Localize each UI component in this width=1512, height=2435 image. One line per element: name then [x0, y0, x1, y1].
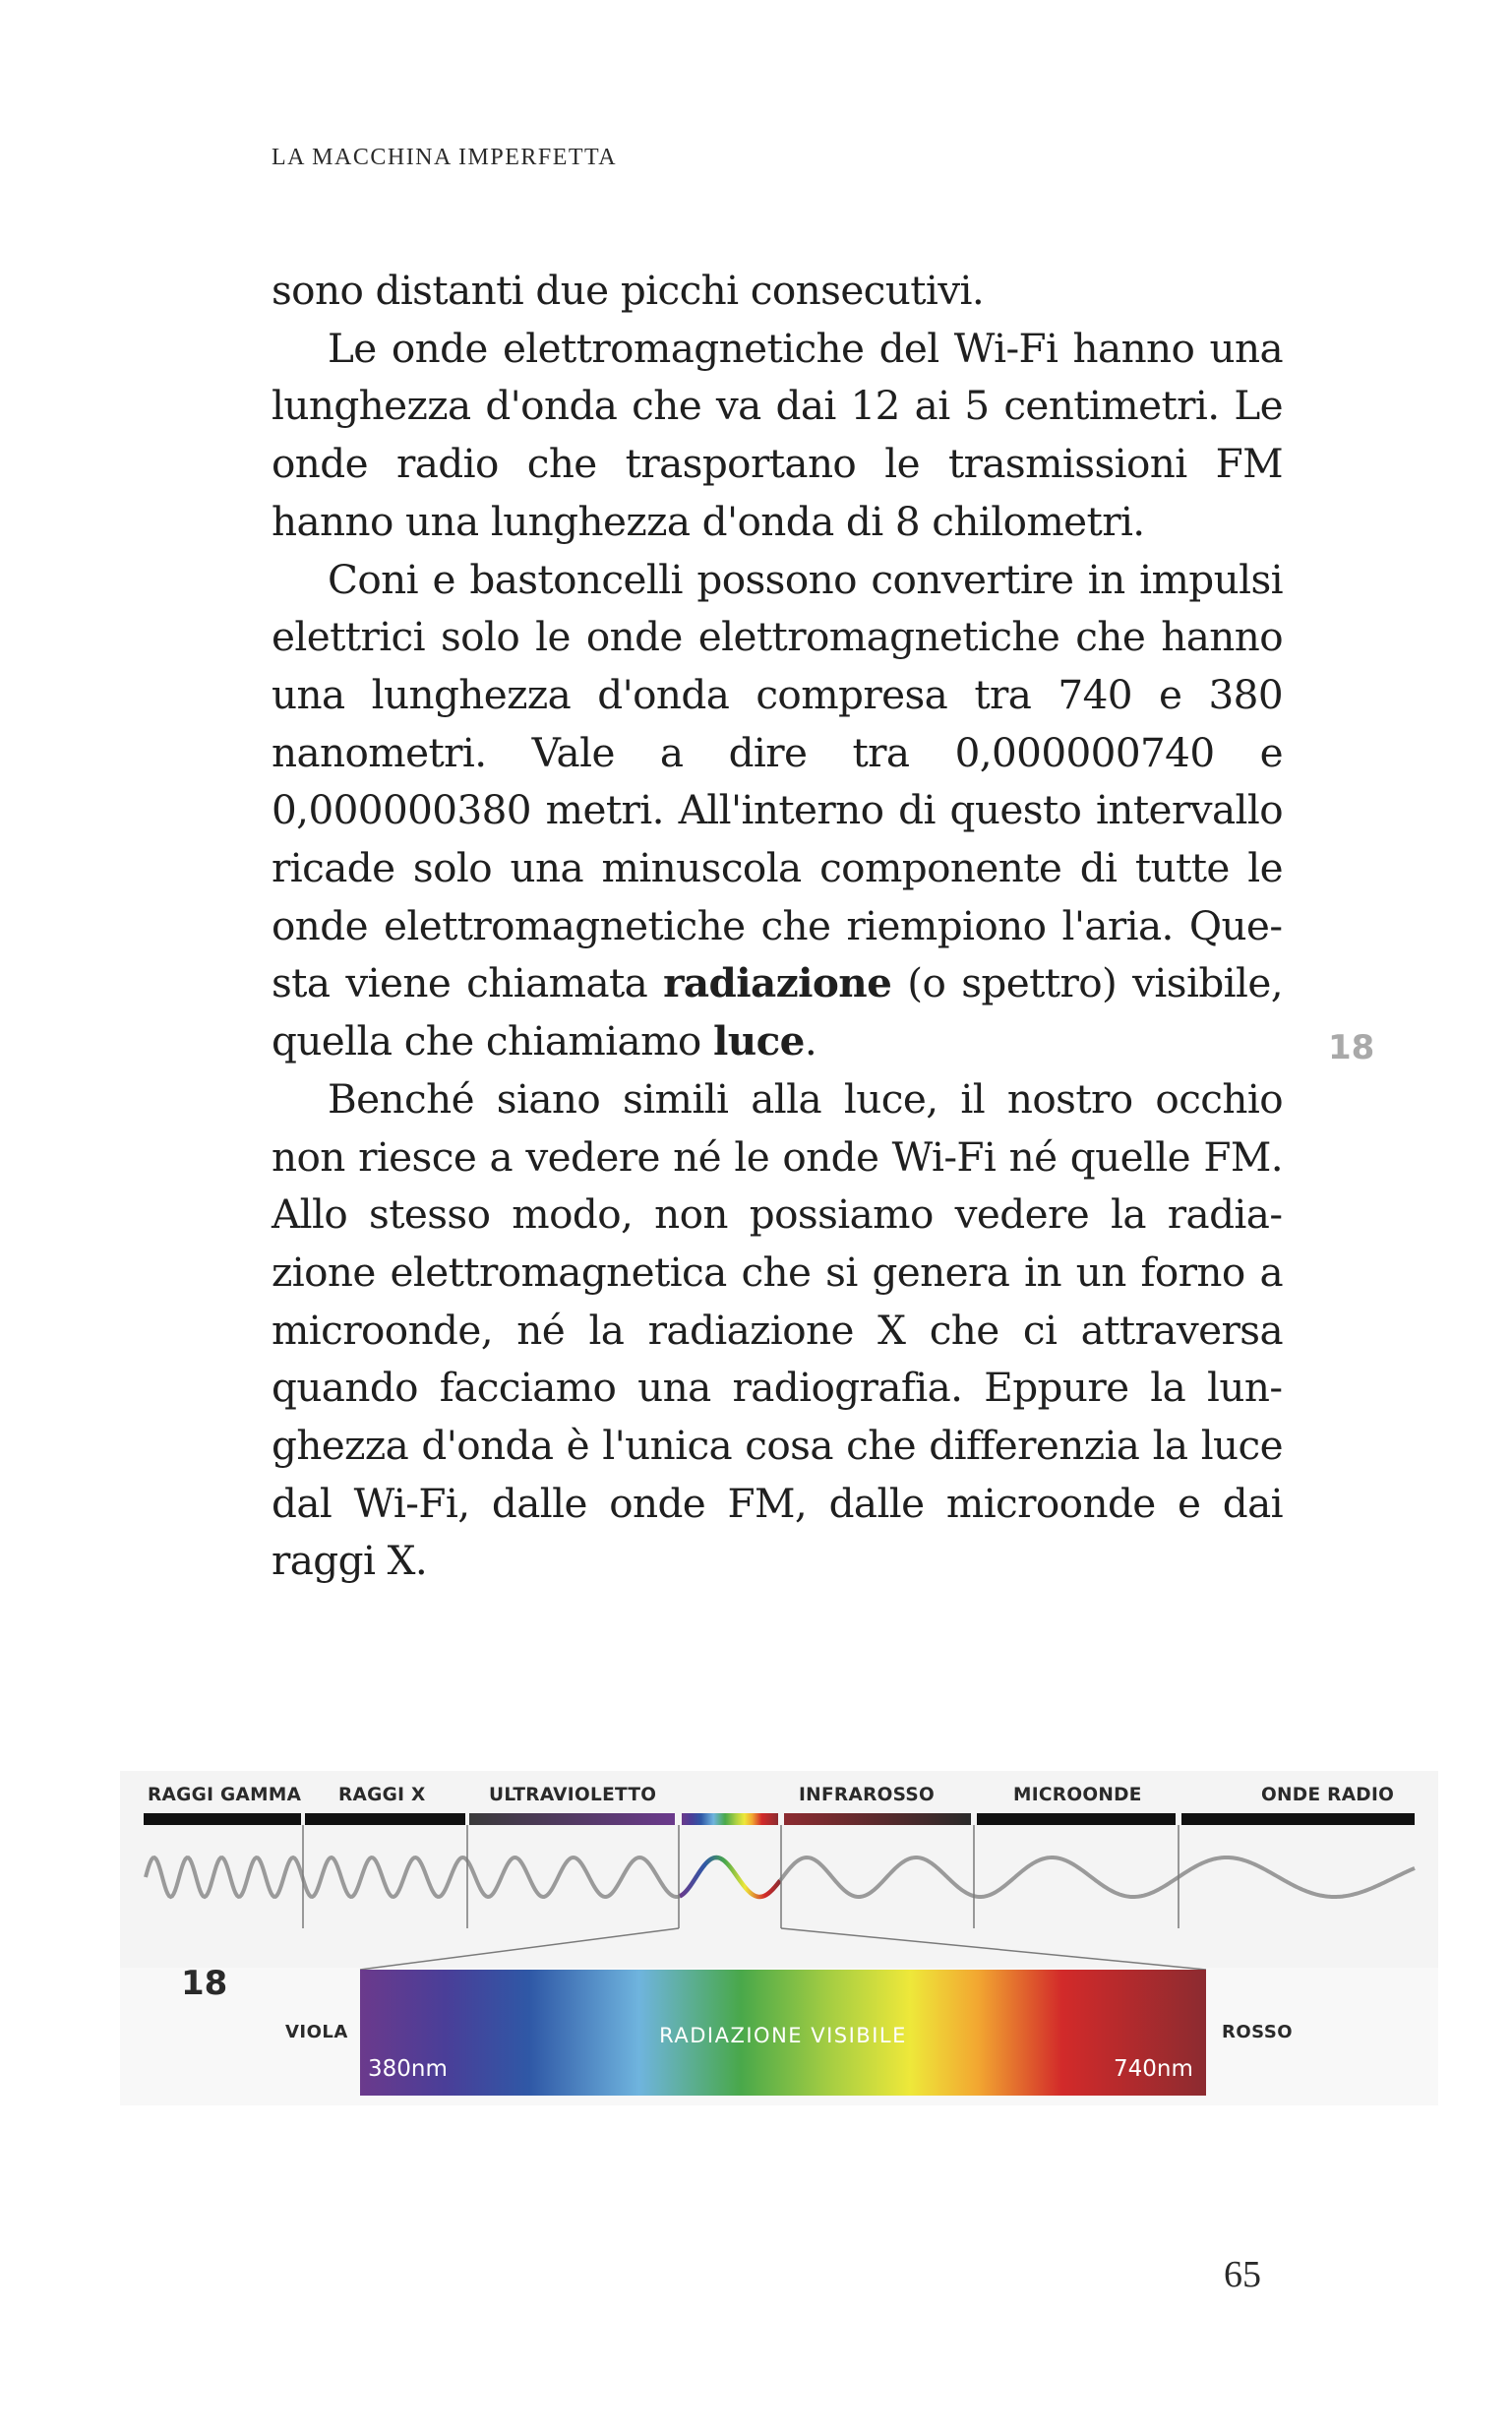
band-bar-radio [1181, 1813, 1415, 1825]
band-label-radio: ONDE RADIO [1261, 1785, 1395, 1805]
body-text [272, 262, 1283, 1590]
band-bar-xray [305, 1813, 465, 1825]
band-label-ultraviolet: ULTRAVIOLETTO [489, 1785, 657, 1805]
band-label-xray: RAGGI X [338, 1785, 426, 1805]
band-label-gamma: RAGGI GAMMA [148, 1785, 302, 1805]
paragraph-3-text-b: (o spettro) visibile, quella che chiamiamo [272, 959, 1283, 1065]
band-label-infrared: INFRAROSSO [799, 1785, 936, 1805]
paragraph-2: Le onde elettromagnetiche del Wi-Fi hanno una lunghezza d'onda che va dai 12 ai 5 centimetri. Le onde radio che trasportano le trasmissioni FM hanno una lunghezza d'onda di 8 chilometri. [272, 324, 1283, 545]
label-380nm: 380nm [368, 2056, 448, 2082]
label-visible-radiation: RADIAZIONE VISIBILE [659, 2024, 907, 2047]
band-bar-microwave [977, 1813, 1176, 1825]
figure-number: 18 [181, 1964, 228, 2003]
label-viola: VIOLA [285, 2022, 348, 2042]
label-740nm: 740nm [1114, 2056, 1193, 2082]
band-strip-background [120, 1771, 1438, 1968]
term-luce: luce [712, 1017, 805, 1065]
band-bar-ultraviolet [469, 1813, 675, 1825]
band-bar-infrared [784, 1813, 971, 1825]
running-head: LA MACCHINA IMPERFETTA [272, 145, 618, 170]
spectrum-diagram [120, 1771, 1438, 2105]
spectrum-figure [120, 1771, 1438, 2105]
paragraph-3-text-a: Coni e bastoncelli possono convertire in impulsi elettrici solo le onde elettromagnetiche che hanno una lunghezza d'onda compresa tra 740 e 380 nanometri. Vale a dire tra 0,000000740 e 0,000000380 metri. All'interno di questo intervallo ricade solo una minuscola componente di tutte le onde elettromagnetiche che riempiono l'aria. Questa viene chiamata [272, 555, 1283, 1007]
term-radiazione: radiazione [663, 959, 892, 1007]
band-bar-visible [682, 1813, 778, 1825]
paragraph-1: sono distanti due picchi consecutivi. [272, 267, 985, 314]
band-label-microwave: MICROONDE [1013, 1785, 1142, 1805]
band-bar-gamma [144, 1813, 301, 1825]
label-rosso: ROSSO [1222, 2022, 1294, 2042]
page-number: 65 [1224, 2254, 1261, 2295]
paragraph-4: Benché siano simili alla luce, il nostro occhio non riesce a vedere né le onde Wi-Fi né quelle FM. Allo stesso modo, non possiamo vedere la radiazione elettromagnetica che si genera in un forno a microonde, né la radiazione X che ci attraversa quando facciamo una radiografia. Eppure la lunghezza d'onda è l'unica cosa che differenzia la luce dal Wi-Fi, dalle onde FM, dalle microonde e dai raggi X. [272, 1074, 1283, 1585]
paragraph-3 [272, 551, 1283, 1070]
paragraph-3-text-c: . [804, 1017, 817, 1065]
figure-reference-marker: 18 [1328, 1028, 1375, 1067]
